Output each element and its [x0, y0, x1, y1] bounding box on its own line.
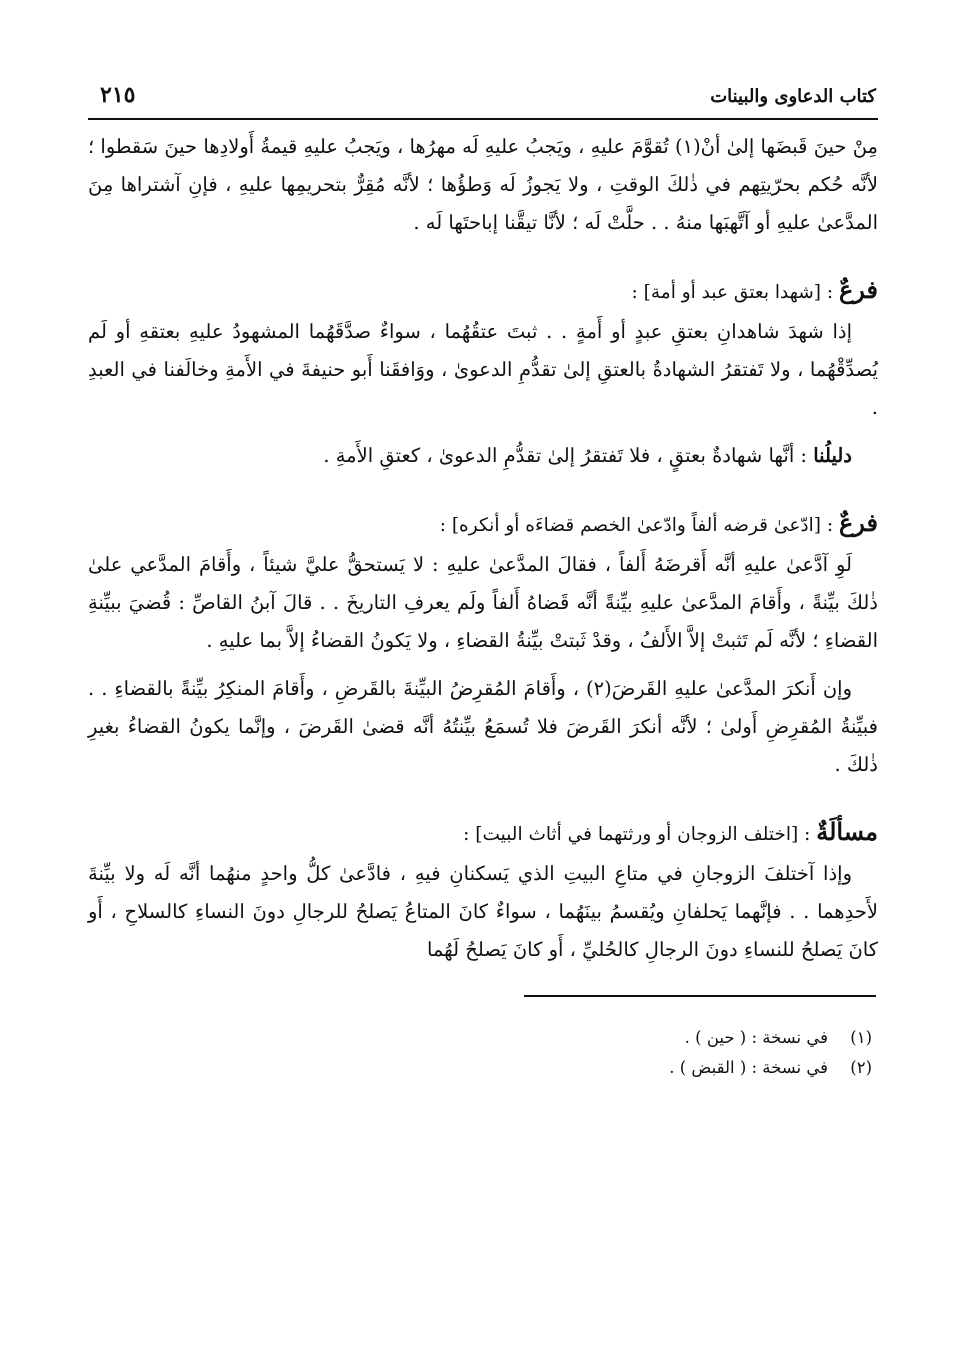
page-header	[88, 74, 878, 120]
section-keyword: فرعٌ	[838, 275, 878, 304]
evidence-label: دليلُنا	[813, 444, 852, 467]
page-body	[88, 128, 878, 969]
footnote-divider	[524, 995, 876, 997]
footnote-text: في نسخة : ( القبض ) .	[669, 1058, 828, 1077]
section-title: : [شهدا بعتق عبد أو أمة] :	[631, 282, 839, 303]
section-heading-household	[88, 812, 878, 855]
evidence-paragraph	[88, 437, 878, 475]
footnote-text: في نسخة : ( حين ) .	[684, 1028, 828, 1047]
page-number: ٢١٥	[100, 82, 136, 108]
footnote	[88, 1023, 872, 1053]
footnote	[88, 1053, 872, 1083]
evidence-text: : أنَّها شهادةٌ بعتقٍ ، فلا تَفتقرُ إلىٰ تقدُّمِ الدعوىٰ ، كعتقِ الأَمةِ .	[323, 444, 814, 467]
opening-paragraph: مِنْ حينَ قَبضَها إلىٰ أنْ(١) تُقوَّمَ عليهِ ، ويَجبُ عليهِ لَه مهرُها ، ويَجبُ عليهِ قيمةُ أَولادِها حينَ سَقطوا ؛ لأنَّه حُكم بحرّيتِهم في ذٰلكَ الوقتِ ، ولا يَجوزُ لَه وَطؤُها ؛ لأنَّه مُقِرٌّ بتحريمِها عليهِ ، فإنِ آشتراها مِنَ المدَّعىٰ عليهِ أو آتَّهبَها منهُ . . حلَّتْ لَه ؛ لأنَّا تيقَّنا إباحتَها لَه .	[88, 135, 878, 234]
book-page	[88, 74, 878, 1083]
footnotes	[88, 1023, 872, 1083]
section-paragraph: وإذا آختلفَ الزوجانِ في متاعِ البيتِ الذي يَسكنانِ فيهِ ، فادَّعىٰ كلُّ واحدٍ منهُما أنَّه لَه ولا بيِّنةَ لأَحدِهما . . فإنَّهما يَحلفانِ ويُقسمُ بينَهُما ، سواءٌ كانَ المتاعُ يَصلحُ للرجالِ دونَ النساءِ كالسلاحِ ، أَو كانَ يَصلحُ للنساءِ دونَ الرجالِ كالحُليِّ ، أَو كانَ يَصلحُ لَهُما	[88, 862, 878, 961]
footnote-number: (٢)	[850, 1058, 872, 1077]
section-paragraph: إذا شهدَ شاهدانِ بعتقِ عبدٍ أو أَمةٍ . . ثبتَ عتقُهُما ، سواءٌ صدَّقَهُما المشهودُ عليهِ بعتقهِ أو لَم يُصدِّقْهُما ، ولا تَفتقرُ الشهادةُ بالعتقِ إلىٰ تقدُّمِ الدعوىٰ ، ووَافقَنا أَبو حنيفةَ في الأَمةِ وخالَفنا في العبدِ .	[88, 320, 878, 419]
section-paragraph: وإن أَنكرَ المدَّعىٰ عليهِ القَرضَ(٢) ، وأَقامَ المُقرِضُ البيِّنةَ بالقَرضِ ، وأَقامَ المنكِرُ بيِّنةً بالقضاءِ . . فبيِّنةُ المُقرِضِ أَولىٰ ؛ لأنَّه أنكرَ القَرضَ فلا تُسمَعُ بيِّنتُهُ أنَّه قضىٰ القَرضَ ، وإنَّما يكونُ القضاءُ بغيرِ ذٰلكَ .	[88, 677, 878, 776]
section-title: : [ادّعىٰ قرضه ألفاً وادّعىٰ الخصم قضاءَه أو أنكره] :	[439, 515, 839, 536]
section-title: : [اختلف الزوجان أو ورثتهما في أثاث البيت] :	[463, 824, 817, 845]
section-keyword: فرعٌ	[838, 508, 878, 537]
section-heading-witness	[88, 270, 878, 313]
section-heading-loan	[88, 503, 878, 546]
section-keyword: مسألَةٌ	[816, 817, 878, 846]
section-paragraph: لَوِ آدَّعىٰ عليهِ أنَّه أَقرضَهُ أَلفاً ، فقالَ المدَّعىٰ عليهِ : لا يَستحقُّ عليَّ شيئاً ، وأَقامَ المدَّعي علىٰ ذٰلكَ بيِّنةً ، وأَقامَ المدَّعىٰ عليهِ بيِّنةً أنَّه قَضاهُ أَلفاً ولَم يعرفِ التاريخَ . . قالَ آبنُ القاصِّ : قُضيَ ببيِّنةِ القضاءِ ؛ لأنَّه لَم تَثبتْ إلاَّ الأَلفُ ، وقدْ ثَبتتْ بيِّنةُ القضاءِ ، ولا يَكونُ القضاءُ إلاَّ بما عليهِ .	[88, 553, 878, 652]
book-title: كتاب الدعاوى والبينات	[710, 86, 876, 107]
footnote-number: (١)	[850, 1028, 872, 1047]
